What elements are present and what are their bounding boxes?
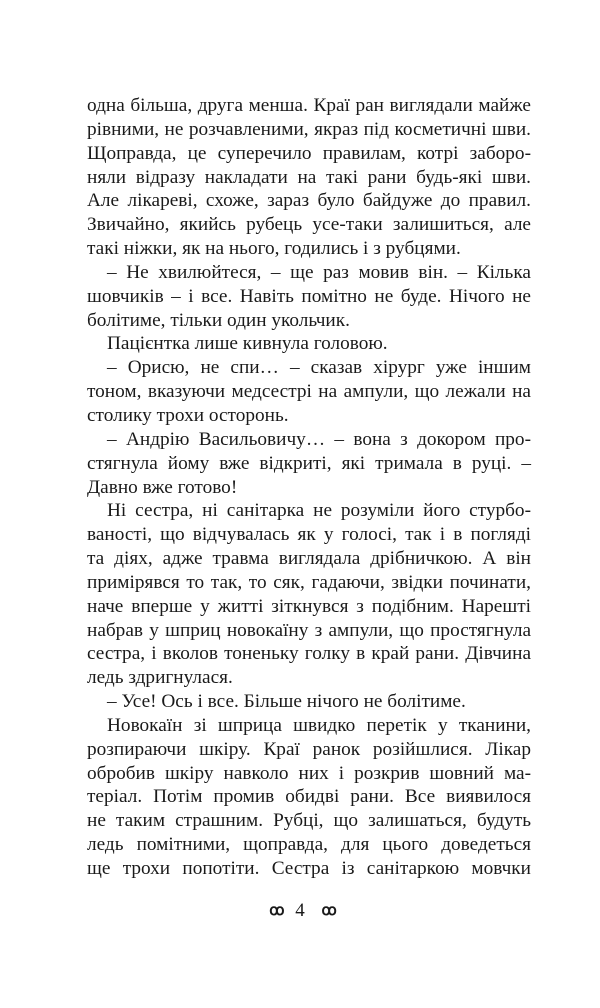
- body-text: [87, 94, 531, 881]
- text-line: – Не хвилюйтеся, – ще раз мовив він. – Кілька: [107, 261, 531, 283]
- page-footer: [0, 900, 600, 922]
- text-line: не таким страшним. Рубці, що залишаться, будуть: [87, 810, 531, 832]
- ornament-right-icon: ꝏ: [321, 903, 331, 919]
- text-line: – Усе! Ось і все. Більше нічого не болітиме.: [107, 691, 466, 713]
- text-line: Новокаїн зі шприца швидко перетік у тканини,: [107, 714, 531, 736]
- text-line: та діях, адже травма виглядала дрібничкою. А він: [87, 548, 531, 570]
- text-line: няли відразу накладати на такі рани будь-які шви.: [87, 166, 531, 188]
- text-line: рівними, не розчавленими, якраз під косметичні шви.: [87, 118, 531, 140]
- text-line: шовчиків – і все. Навіть помітно не буде. Нічого не: [87, 285, 531, 307]
- text-line: Щоправда, це суперечило правилам, котрі заборо-: [87, 142, 531, 164]
- text-line: ледь здригнулася.: [87, 667, 233, 689]
- text-line: Звичайно, якийсь рубець усе-таки залишиться, але: [87, 214, 531, 236]
- text-line: ще трохи попотіти. Сестра із санітаркою мовчки: [87, 858, 531, 879]
- text-line: – Андрію Васильовичу… – вона з докором про-: [107, 428, 531, 450]
- text-line: розпираючи шкіру. Краї ранок розійшлися. Лікар: [87, 738, 531, 760]
- text-line: стягнула йому вже відкриті, які тримала в руці. –: [87, 452, 531, 474]
- text-line: Пацієнтка лише кивнула головою.: [107, 333, 388, 355]
- text-line: – Орисю, не спи… – сказав хірург уже іншим: [107, 357, 531, 379]
- text-line: одна більша, друга менша. Краї ран виглядали майже: [87, 95, 531, 116]
- ornament-left-icon: ꝏ: [269, 903, 279, 919]
- text-line: ваності, що відчувалась як у голосі, так і в погляді: [87, 524, 531, 546]
- page-number: 4: [295, 900, 305, 921]
- text-line: обробив шкіру навколо них і розкрив шовний ма-: [87, 762, 531, 784]
- text-line: теріал. Потім промив обидві рани. Все виявилося: [87, 786, 531, 808]
- text-line: Але лікареві, схоже, зараз було байдуже до правил.: [87, 190, 531, 212]
- text-line: сестра, і вколов тоненьку голку в край рани. Дівчина: [87, 643, 531, 665]
- text-line: тоном, вказуючи медсестрі на ампули, що лежали на: [87, 381, 531, 403]
- text-line: примірявся то так, то сяк, гадаючи, звідки починати,: [87, 571, 531, 593]
- text-line: набрав у шприц новокаїну з ампули, що простягнула: [87, 619, 531, 641]
- text-line: ледь помітними, щоправда, для цього доведеться: [87, 834, 531, 856]
- text-line: наче вперше у житті зіткнувся з подібним. Нарешті: [87, 595, 531, 617]
- text-line: Давно вже готово!: [87, 476, 238, 498]
- text-line: такі ніжки, як на нього, годились і з рубцями.: [87, 238, 461, 260]
- text-line: болітиме, тільки один укольчик.: [87, 309, 350, 331]
- text-line: Ні сестра, ні санітарка не розуміли його стурбо-: [107, 500, 531, 522]
- text-line: столику трохи осторонь.: [87, 404, 289, 426]
